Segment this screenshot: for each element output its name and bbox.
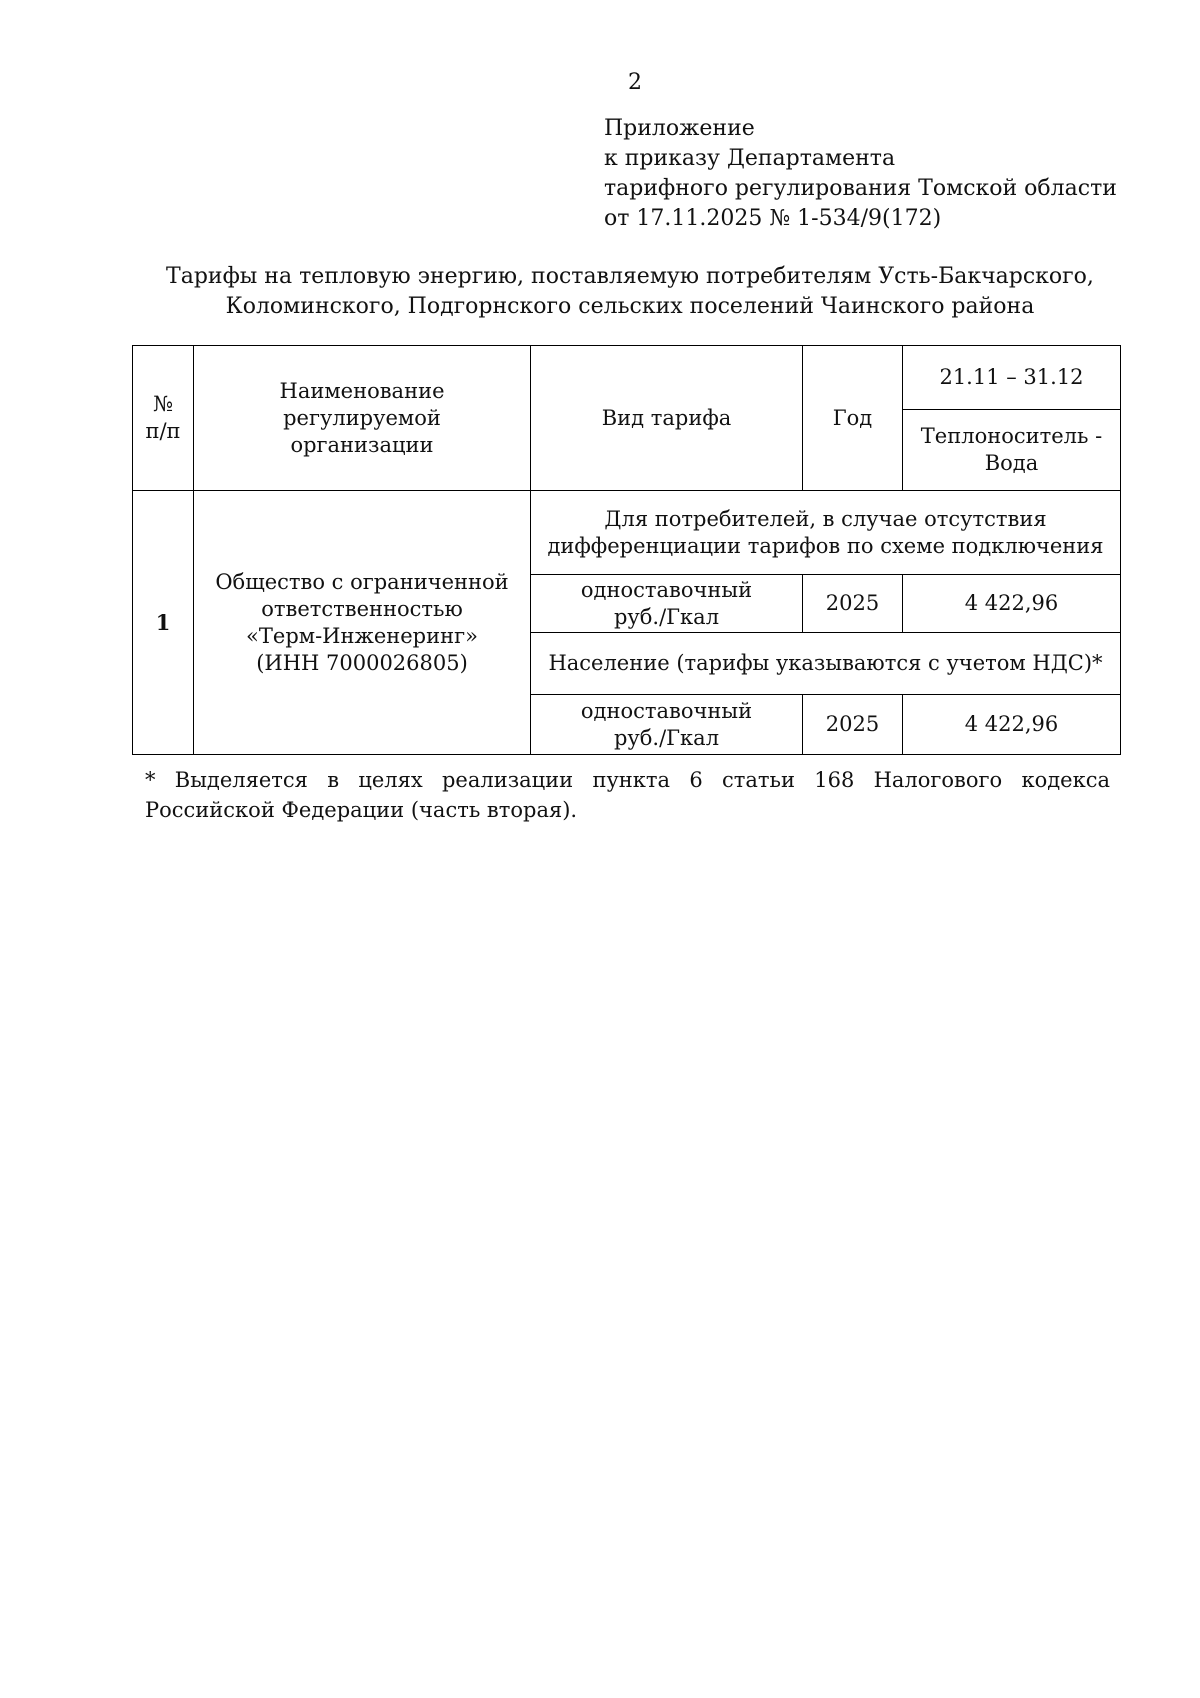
tariff-table (132, 345, 1121, 755)
organization-name (194, 491, 531, 755)
organization-line: «Терм-Инженеринг» (246, 623, 478, 648)
group-title-line: дифференциации тарифов по схеме подключения (547, 533, 1104, 558)
group-title-population: Население (тарифы указываются с учетом НДС)* (531, 633, 1121, 695)
year-cell: 2025 (803, 575, 903, 633)
page-number: 2 (628, 70, 642, 95)
appendix-line: Приложение (604, 116, 755, 141)
footnote: * Выделяется в целях реализации пункта 6 статьи 168 Налогового кодекса Российской Федерации (часть вторая). (145, 768, 1110, 822)
header-heat-carrier-line1: Теплоноситель - (920, 424, 1103, 448)
row-number: 1 (133, 491, 194, 755)
organization-line: (ИНН 7000026805) (256, 650, 468, 675)
title-line: Тарифы на тепловую энергию, поставляемую потребителям Усть-Бакчарского, (166, 264, 1094, 289)
header-tariff-type: Вид тарифа (531, 346, 803, 491)
title-line: Коломинского, Подгорнского сельских поселений Чаинского района (225, 294, 1035, 319)
header-number-line1: № (153, 392, 173, 416)
organization-line: Общество с ограниченной (215, 569, 509, 594)
header-heat-carrier (903, 410, 1121, 491)
tariff-type-cell (531, 695, 803, 755)
appendix-line: тарифного регулирования Томской области (604, 176, 1117, 201)
header-period: 21.11 – 31.12 (903, 346, 1121, 410)
header-organization-line2: организации (290, 432, 434, 457)
appendix-line: к приказу Департамента (604, 146, 896, 171)
document-title (130, 262, 1130, 322)
tariff-value-cell: 4 422,96 (903, 695, 1121, 755)
group-title-consumers (531, 491, 1121, 575)
tariff-value-cell: 4 422,96 (903, 575, 1121, 633)
header-organization (194, 346, 531, 491)
appendix-header (604, 114, 1117, 234)
table-header-row (133, 346, 1121, 410)
header-year: Год (803, 346, 903, 491)
tariff-unit-line: руб./Гкал (613, 725, 720, 750)
tariff-type-cell (531, 575, 803, 633)
header-heat-carrier-line2: Вода (984, 451, 1039, 475)
header-organization-line1: Наименование регулируемой (279, 378, 445, 430)
table-row (133, 491, 1121, 575)
tariff-type-line: одноставочный (580, 698, 753, 723)
year-cell: 2025 (803, 695, 903, 755)
header-number (133, 346, 194, 491)
group-title-line: Для потребителей, в случае отсутствия (604, 506, 1047, 531)
tariff-unit-line: руб./Гкал (613, 604, 720, 629)
header-number-line2: п/п (145, 419, 181, 443)
tariff-type-line: одноставочный (580, 577, 753, 602)
organization-line: ответственностью (261, 596, 463, 621)
appendix-line: от 17.11.2025 № 1-534/9(172) (604, 206, 942, 231)
